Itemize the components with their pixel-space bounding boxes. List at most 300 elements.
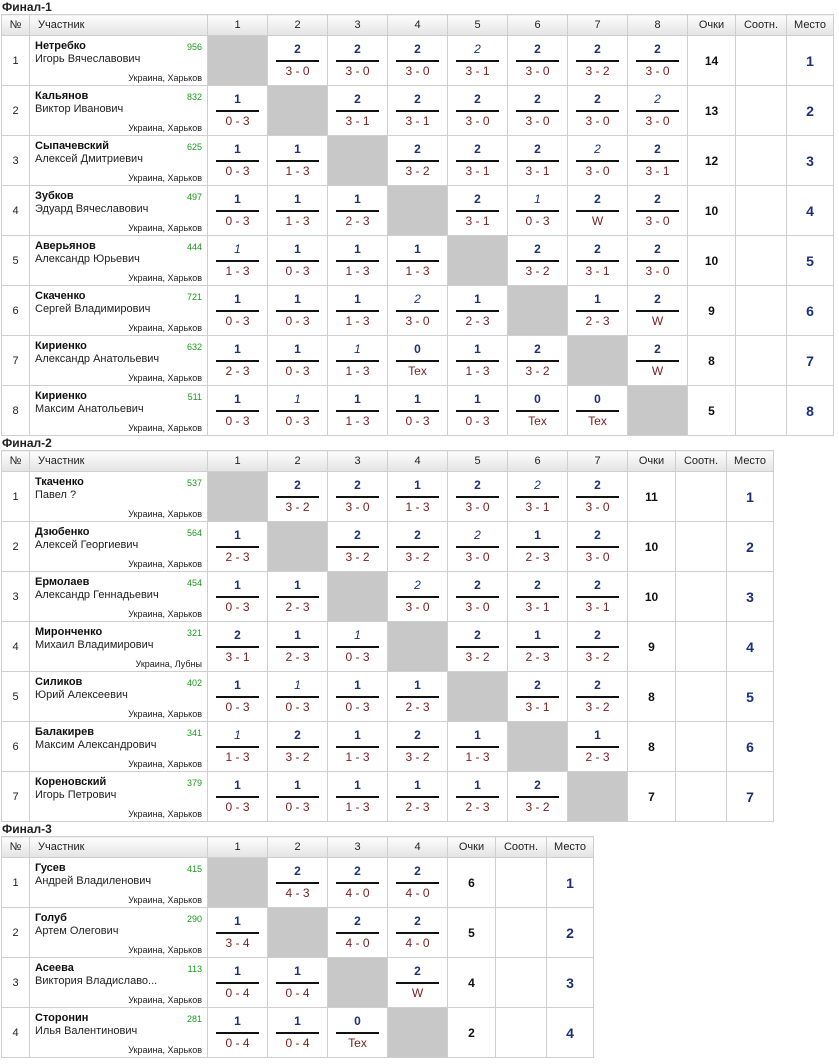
player-last-name[interactable]: Аверьянов	[35, 240, 96, 252]
score-divider	[456, 596, 499, 598]
header-row	[2, 451, 774, 472]
match-cell[interactable]	[388, 286, 448, 336]
match-cell[interactable]	[448, 186, 508, 236]
player-first-name: Максим Анатольевич	[35, 403, 144, 415]
match-cell[interactable]	[208, 336, 268, 386]
score-divider	[336, 1032, 379, 1034]
match-cell[interactable]	[208, 86, 268, 136]
match-points: 1	[294, 242, 301, 256]
match-cell[interactable]	[508, 672, 568, 722]
player-last-name[interactable]: Силиков	[35, 676, 83, 688]
player-cell[interactable]	[30, 672, 208, 722]
score-divider	[576, 210, 619, 212]
match-score: Tex	[528, 414, 547, 428]
score-divider	[336, 932, 379, 934]
player-points: 8	[628, 672, 676, 722]
header-opponent: 1	[208, 837, 268, 858]
match-score: 3 - 2	[465, 650, 490, 664]
player-last-name[interactable]: Асеева	[35, 962, 74, 974]
score-divider	[516, 496, 559, 498]
self-cell	[508, 722, 568, 772]
player-number: 5	[2, 236, 30, 286]
match-cell[interactable]	[508, 236, 568, 286]
match-cell[interactable]	[508, 772, 568, 822]
match-score: Tex	[588, 414, 607, 428]
player-last-name[interactable]: Кальянов	[35, 90, 89, 102]
player-last-name[interactable]: Нетребко	[35, 40, 86, 52]
header-row	[2, 837, 594, 858]
match-cell[interactable]	[388, 908, 448, 958]
match-cell[interactable]	[208, 622, 268, 672]
header-place: Место	[787, 15, 834, 36]
score-divider	[276, 496, 319, 498]
player-cell[interactable]	[30, 772, 208, 822]
player-city: Украина, Харьков	[128, 223, 202, 233]
player-place: 3	[787, 136, 834, 186]
match-cell[interactable]	[268, 136, 328, 186]
score-divider	[276, 310, 319, 312]
score-divider	[276, 1032, 319, 1034]
match-cell[interactable]	[208, 136, 268, 186]
player-ratio	[496, 1008, 547, 1058]
match-cell[interactable]	[568, 622, 628, 672]
match-points: 2	[414, 914, 421, 928]
match-cell[interactable]	[388, 386, 448, 436]
match-cell[interactable]	[388, 86, 448, 136]
score-divider	[456, 646, 499, 648]
score-divider	[216, 410, 259, 412]
match-cell[interactable]	[268, 386, 328, 436]
score-divider	[396, 110, 439, 112]
match-cell[interactable]	[568, 386, 628, 436]
score-divider	[276, 360, 319, 362]
match-cell[interactable]	[208, 772, 268, 822]
player-city: Украина, Харьков	[128, 995, 202, 1005]
match-cell[interactable]	[448, 772, 508, 822]
score-divider	[336, 310, 379, 312]
match-points: 2	[354, 864, 361, 878]
match-cell[interactable]	[388, 236, 448, 286]
header-opponent: 7	[568, 15, 628, 36]
match-points: 1	[414, 678, 421, 692]
match-cell[interactable]	[388, 722, 448, 772]
match-cell[interactable]	[328, 522, 388, 572]
player-row	[2, 386, 834, 436]
score-divider	[576, 696, 619, 698]
match-cell[interactable]	[508, 472, 568, 522]
player-rating: 721	[186, 292, 202, 302]
player-last-name[interactable]: Кореновский	[35, 776, 107, 788]
match-cell[interactable]	[448, 86, 508, 136]
player-last-name[interactable]: Балакирев	[35, 726, 94, 738]
player-place: 2	[787, 86, 834, 136]
match-cell[interactable]	[628, 86, 688, 136]
player-last-name[interactable]: Кириенко	[35, 390, 87, 402]
match-score: 3 - 2	[525, 800, 550, 814]
match-cell[interactable]	[388, 858, 448, 908]
match-cell[interactable]	[268, 858, 328, 908]
player-cell[interactable]	[30, 136, 208, 186]
match-cell[interactable]	[328, 722, 388, 772]
match-cell[interactable]	[328, 236, 388, 286]
match-cell[interactable]	[388, 36, 448, 86]
match-cell[interactable]	[508, 522, 568, 572]
match-cell[interactable]	[328, 286, 388, 336]
match-cell[interactable]	[448, 386, 508, 436]
score-divider	[216, 982, 259, 984]
player-place: 4	[727, 622, 774, 672]
match-cell[interactable]	[208, 236, 268, 286]
player-row	[2, 286, 834, 336]
player-last-name[interactable]: Зубков	[35, 190, 74, 202]
match-cell[interactable]	[328, 1008, 388, 1058]
player-row	[2, 186, 834, 236]
match-points: 2	[534, 342, 541, 356]
player-first-name: Алексей Георгиевич	[35, 539, 139, 551]
player-last-name[interactable]: Дзюбенко	[35, 526, 90, 538]
player-number: 3	[2, 136, 30, 186]
match-cell[interactable]	[628, 286, 688, 336]
match-cell[interactable]	[268, 336, 328, 386]
match-cell[interactable]	[508, 86, 568, 136]
match-points: 2	[534, 92, 541, 106]
player-city: Украина, Харьков	[128, 759, 202, 769]
score-divider	[396, 596, 439, 598]
match-cell[interactable]	[208, 958, 268, 1008]
match-cell[interactable]	[448, 286, 508, 336]
match-cell[interactable]	[388, 472, 448, 522]
player-last-name[interactable]: Голуб	[35, 912, 67, 924]
match-cell[interactable]	[628, 136, 688, 186]
match-cell[interactable]	[208, 386, 268, 436]
match-cell[interactable]	[448, 36, 508, 86]
match-score: 0 - 3	[225, 800, 250, 814]
match-cell[interactable]	[208, 722, 268, 772]
match-cell[interactable]	[568, 572, 628, 622]
player-rating: 415	[186, 864, 202, 874]
score-divider	[216, 360, 259, 362]
player-ratio	[496, 908, 547, 958]
match-cell[interactable]	[448, 722, 508, 772]
match-points: 1	[474, 778, 481, 792]
match-score: 1 - 3	[285, 164, 310, 178]
match-cell[interactable]	[628, 236, 688, 286]
match-cell[interactable]	[328, 386, 388, 436]
score-divider	[216, 260, 259, 262]
match-cell[interactable]	[568, 286, 628, 336]
match-cell[interactable]	[268, 772, 328, 822]
match-cell[interactable]	[568, 672, 628, 722]
player-points: 10	[628, 572, 676, 622]
score-divider	[456, 796, 499, 798]
match-cell[interactable]	[568, 86, 628, 136]
player-cell[interactable]	[30, 286, 208, 336]
player-cell[interactable]	[30, 386, 208, 436]
match-cell[interactable]	[568, 136, 628, 186]
player-cell[interactable]	[30, 36, 208, 86]
self-cell	[568, 336, 628, 386]
player-points: 9	[628, 622, 676, 672]
match-cell[interactable]	[328, 186, 388, 236]
match-score: 3 - 0	[465, 600, 490, 614]
score-divider	[636, 160, 679, 162]
match-cell[interactable]	[628, 36, 688, 86]
match-cell[interactable]	[328, 772, 388, 822]
match-points: 2	[474, 578, 481, 592]
match-cell[interactable]	[508, 186, 568, 236]
player-last-name[interactable]: Сторонин	[35, 1012, 89, 1024]
match-cell[interactable]	[268, 572, 328, 622]
match-cell[interactable]	[628, 186, 688, 236]
match-cell[interactable]	[448, 472, 508, 522]
match-cell[interactable]	[328, 672, 388, 722]
player-last-name[interactable]: Ткаченко	[35, 476, 84, 488]
match-points: 2	[654, 92, 661, 106]
match-points: 1	[234, 778, 241, 792]
header-opponent: 3	[328, 837, 388, 858]
score-divider	[276, 596, 319, 598]
player-points: 6	[448, 858, 496, 908]
match-cell[interactable]	[388, 572, 448, 622]
match-points: 1	[474, 342, 481, 356]
match-cell[interactable]	[448, 522, 508, 572]
player-row	[2, 722, 774, 772]
match-score: 3 - 4	[225, 936, 250, 950]
player-rating: 454	[186, 578, 202, 588]
match-cell[interactable]	[388, 522, 448, 572]
match-points: 2	[594, 242, 601, 256]
match-points: 1	[534, 192, 541, 206]
match-points: 1	[234, 578, 241, 592]
player-cell[interactable]	[30, 186, 208, 236]
player-number: 2	[2, 908, 30, 958]
player-row	[2, 472, 774, 522]
match-score: 3 - 2	[345, 550, 370, 564]
match-cell[interactable]	[568, 186, 628, 236]
player-row	[2, 136, 834, 186]
match-cell[interactable]	[208, 908, 268, 958]
player-cell[interactable]	[30, 958, 208, 1008]
match-cell[interactable]	[208, 286, 268, 336]
match-cell[interactable]	[208, 572, 268, 622]
match-cell[interactable]	[328, 336, 388, 386]
player-points: 2	[448, 1008, 496, 1058]
player-last-name[interactable]: Скаченко	[35, 290, 86, 302]
match-cell[interactable]	[208, 672, 268, 722]
match-cell[interactable]	[448, 136, 508, 186]
player-rating: 625	[186, 142, 202, 152]
match-score: 3 - 1	[525, 600, 550, 614]
player-points: 7	[628, 772, 676, 822]
match-score: 0 - 3	[225, 214, 250, 228]
match-score: 0 - 3	[285, 414, 310, 428]
header-points: Очки	[688, 15, 736, 36]
score-divider	[276, 410, 319, 412]
match-cell[interactable]	[268, 236, 328, 286]
match-cell[interactable]	[508, 622, 568, 672]
match-score: 3 - 0	[345, 500, 370, 514]
score-divider	[456, 110, 499, 112]
match-cell[interactable]	[268, 672, 328, 722]
score-divider	[576, 260, 619, 262]
player-points: 5	[688, 386, 736, 436]
match-score: 1 - 3	[345, 314, 370, 328]
self-cell	[268, 522, 328, 572]
match-cell[interactable]	[268, 722, 328, 772]
score-divider	[636, 310, 679, 312]
player-place: 1	[787, 36, 834, 86]
match-cell[interactable]	[388, 136, 448, 186]
match-cell[interactable]	[268, 958, 328, 1008]
player-ratio	[736, 286, 787, 336]
match-cell[interactable]	[568, 522, 628, 572]
header-player: Участник	[30, 15, 208, 36]
player-cell[interactable]	[30, 236, 208, 286]
match-cell[interactable]	[508, 386, 568, 436]
player-last-name[interactable]: Кириенко	[35, 340, 87, 352]
player-cell[interactable]	[30, 86, 208, 136]
match-score: 3 - 0	[525, 64, 550, 78]
match-cell[interactable]	[388, 958, 448, 1008]
match-cell[interactable]	[568, 472, 628, 522]
player-cell[interactable]	[30, 522, 208, 572]
match-cell[interactable]	[268, 186, 328, 236]
self-cell	[328, 572, 388, 622]
match-cell[interactable]	[388, 772, 448, 822]
match-cell[interactable]	[328, 908, 388, 958]
match-cell[interactable]	[268, 1008, 328, 1058]
match-cell[interactable]	[568, 722, 628, 772]
match-score: 3 - 0	[285, 64, 310, 78]
match-points: 1	[294, 392, 301, 406]
player-ratio	[676, 622, 727, 672]
match-points: 2	[594, 578, 601, 592]
match-cell[interactable]	[208, 186, 268, 236]
match-points: 2	[354, 914, 361, 928]
match-score: 3 - 0	[585, 164, 610, 178]
match-cell[interactable]	[328, 36, 388, 86]
player-cell[interactable]	[30, 722, 208, 772]
match-score: 0 - 3	[225, 700, 250, 714]
match-points: 1	[414, 478, 421, 492]
header-opponent: 3	[328, 15, 388, 36]
match-cell[interactable]	[448, 622, 508, 672]
match-points: 1	[354, 242, 361, 256]
player-cell[interactable]	[30, 908, 208, 958]
match-points: 1	[594, 728, 601, 742]
player-cell[interactable]	[30, 1008, 208, 1058]
match-points: 2	[474, 628, 481, 642]
player-first-name: Илья Валентинович	[35, 1025, 138, 1037]
match-cell[interactable]	[208, 522, 268, 572]
match-cell[interactable]	[508, 136, 568, 186]
player-row	[2, 622, 774, 672]
match-cell[interactable]	[268, 286, 328, 336]
match-cell[interactable]	[268, 36, 328, 86]
player-cell[interactable]	[30, 336, 208, 386]
score-divider	[396, 260, 439, 262]
match-score: 2 - 3	[585, 314, 610, 328]
match-score: 3 - 1	[525, 500, 550, 514]
player-row	[2, 858, 594, 908]
match-score: 2 - 3	[345, 214, 370, 228]
player-last-name[interactable]: Гусев	[35, 862, 66, 874]
player-city: Украина, Лубны	[135, 659, 202, 669]
match-cell[interactable]	[208, 1008, 268, 1058]
match-cell[interactable]	[508, 336, 568, 386]
player-number: 8	[2, 386, 30, 436]
player-last-name[interactable]: Миронченко	[35, 626, 103, 638]
match-cell[interactable]	[388, 672, 448, 722]
header-opponent: 8	[628, 15, 688, 36]
player-place: 1	[727, 472, 774, 522]
header-opponent: 1	[208, 15, 268, 36]
match-score: 3 - 1	[345, 114, 370, 128]
match-score: 3 - 2	[405, 750, 430, 764]
match-score: 2 - 3	[525, 550, 550, 564]
player-number: 4	[2, 1008, 30, 1058]
score-divider	[336, 546, 379, 548]
player-cell[interactable]	[30, 572, 208, 622]
match-cell[interactable]	[448, 572, 508, 622]
match-cell[interactable]	[268, 472, 328, 522]
score-divider	[276, 882, 319, 884]
score-divider	[636, 60, 679, 62]
match-cell[interactable]	[388, 336, 448, 386]
player-last-name[interactable]: Ермолаев	[35, 576, 90, 588]
header-ratio: Соотн.	[736, 15, 787, 36]
score-divider	[396, 796, 439, 798]
match-cell[interactable]	[268, 622, 328, 672]
player-place: 2	[727, 522, 774, 572]
match-points: 1	[294, 578, 301, 592]
player-cell[interactable]	[30, 472, 208, 522]
player-last-name[interactable]: Сыпачевский	[35, 140, 109, 152]
match-score: 3 - 0	[645, 214, 670, 228]
player-rating: 511	[187, 392, 202, 402]
match-points: 2	[654, 342, 661, 356]
match-cell[interactable]	[568, 236, 628, 286]
match-cell[interactable]	[448, 336, 508, 386]
player-first-name: Артем Олегович	[35, 925, 119, 937]
match-points: 2	[294, 864, 301, 878]
self-cell	[328, 136, 388, 186]
match-cell[interactable]	[508, 36, 568, 86]
match-cell[interactable]	[328, 858, 388, 908]
player-cell[interactable]	[30, 622, 208, 672]
player-ratio	[676, 472, 727, 522]
player-rating: 497	[186, 192, 202, 202]
score-divider	[396, 60, 439, 62]
match-score: 3 - 0	[465, 550, 490, 564]
player-rating: 379	[186, 778, 202, 788]
match-points: 2	[594, 42, 601, 56]
score-divider	[516, 160, 559, 162]
match-cell[interactable]	[328, 622, 388, 672]
match-cell[interactable]	[508, 572, 568, 622]
player-cell[interactable]	[30, 858, 208, 908]
player-first-name: Андрей Владиленович	[35, 875, 152, 887]
match-score: 0 - 3	[345, 700, 370, 714]
score-divider	[636, 110, 679, 112]
header-points: Очки	[628, 451, 676, 472]
player-city: Украина, Харьков	[128, 559, 202, 569]
match-points: 2	[474, 42, 481, 56]
match-cell[interactable]	[328, 86, 388, 136]
match-cell[interactable]	[628, 336, 688, 386]
match-cell[interactable]	[328, 472, 388, 522]
match-cell[interactable]	[568, 36, 628, 86]
